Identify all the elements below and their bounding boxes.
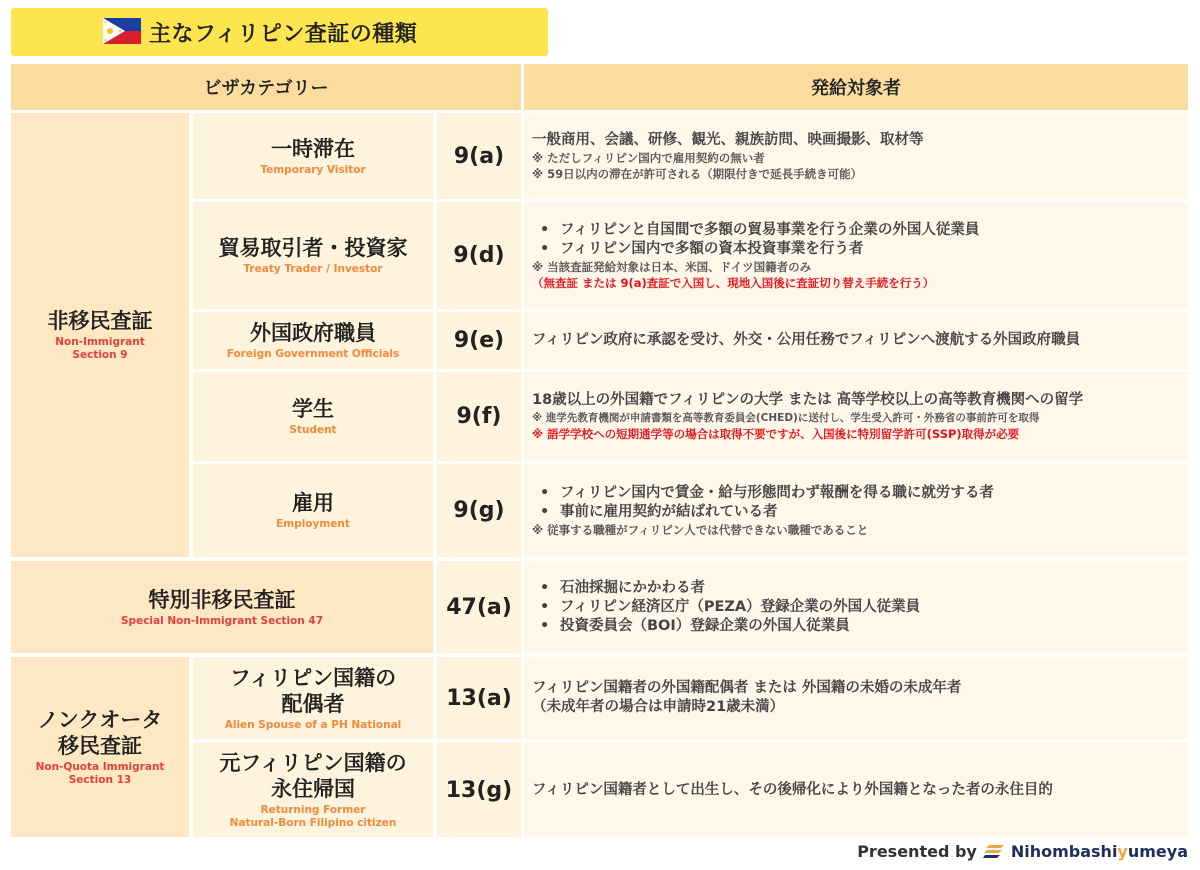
brand-logo-icon <box>983 844 1005 860</box>
desc-9f-main: 18歳以上の外国籍でフィリピンの大学 または 高等学校以上の高等教育機関への留学 <box>532 392 1084 408</box>
group-non-quota-ja1: ノンクオータ <box>37 708 163 732</box>
category-9f-en: Student <box>289 424 337 436</box>
category-9e <box>193 312 433 369</box>
category-13g <box>193 743 433 837</box>
header-eligible <box>524 64 1188 110</box>
group-non-quota-en2: Section 13 <box>68 774 132 786</box>
code-9a-label: 9(a) <box>453 143 505 169</box>
brand-n: N <box>1010 842 1025 861</box>
code-9e <box>437 312 521 369</box>
category-9e-en: Foreign Government Officials <box>226 348 400 360</box>
desc-47a-bullet-2: • フィリピン経済区庁（PEZA）登録企業の外国人従業員 <box>532 598 1182 617</box>
code-13a-label: 13(a) <box>446 685 512 711</box>
desc-13g <box>524 743 1188 837</box>
group-non-immigrant <box>11 113 189 557</box>
title-banner <box>11 8 548 56</box>
code-47a <box>437 561 521 653</box>
desc-9f-note-red: ※ 語学学校への短期通学等の場合は取得不要ですが、入国後に特別留学許可(SSP)取得が必要 <box>532 427 1020 441</box>
code-9e-label: 9(e) <box>453 328 505 353</box>
desc-47a <box>524 561 1188 653</box>
group-non-immigrant-en2: Section 9 <box>72 349 128 361</box>
desc-9e <box>524 312 1188 369</box>
desc-13a-main: フィリピン国籍者の外国籍配偶者 または 外国籍の未婚の未成年者 <box>532 680 962 696</box>
category-13a-ja2: 配偶者 <box>281 691 345 716</box>
category-9a-ja: 一時滞在 <box>271 136 355 161</box>
category-9d-ja: 貿易取引者・投資家 <box>218 236 408 260</box>
category-9g-ja: 雇用 <box>292 491 334 515</box>
group-special-ja: 特別非移民査証 <box>148 587 296 612</box>
desc-9a-main: 一般商用、会議、研修、観光、親族訪問、映画撮影、取材等 <box>532 131 924 148</box>
code-13g <box>437 743 521 837</box>
group-non-quota-en1: Non-Quota Immigrant <box>35 761 165 773</box>
presented-by-label: Presented by <box>857 842 977 861</box>
group-non-immigrant-en1: Non-Immigrant <box>55 336 145 348</box>
desc-13a-sub: （未成年者の場合は申請時21歳未満） <box>532 699 785 715</box>
category-13g-ja1: 元フィリピン国籍の <box>219 751 407 775</box>
desc-9a-note2: ※ 59日以内の滞在が許可される（期限付きで延長手続き可能） <box>532 166 863 181</box>
category-9a <box>193 113 433 199</box>
desc-13a <box>524 657 1188 739</box>
code-9g <box>437 464 521 557</box>
header-category <box>11 64 521 110</box>
category-13g-en1: Returning Former <box>260 804 366 816</box>
desc-13g-main: フィリピン国籍者として出生し、その後帰化により外国籍となった者の永住目的 <box>532 781 1053 798</box>
category-13g-en2: Natural-Born Filipino citizen <box>229 817 397 829</box>
category-13a-ja1: フィリピン国籍の <box>229 665 397 690</box>
group-non-quota-immigrant <box>11 657 189 837</box>
category-9g-en: Employment <box>276 518 350 530</box>
code-9f <box>437 372 521 461</box>
brand-end: umeya <box>1127 842 1188 861</box>
code-9d-label: 9(d) <box>453 243 505 268</box>
group-non-immigrant-ja: 非移民査証 <box>47 309 153 333</box>
desc-9g-note: ※ 従事する職種がフィリピン人では代替できない職種であること <box>532 522 869 537</box>
header-eligible-label: 発給対象者 <box>811 78 901 99</box>
code-9g-label: 9(g) <box>453 498 505 523</box>
group-non-quota-ja2: 移民査証 <box>58 734 142 758</box>
header-category-label: ビザカテゴリー <box>203 78 329 99</box>
brand-mid: ihombashi <box>1024 842 1118 861</box>
category-9f-ja: 学生 <box>292 397 334 421</box>
desc-9e-main: フィリピン政府に承認を受け、外交・公用任務でフィリピンへ渡航する外国政府職員 <box>532 332 1081 348</box>
desc-9d-note: ※ 当該査証発給対象は日本、米国、ドイツ国籍者のみ <box>532 259 812 274</box>
code-13a <box>437 657 521 739</box>
category-13a-en: Alien Spouse of a PH National <box>224 718 402 731</box>
desc-47a-bullet-1: • 石油採掘にかかわる者 <box>532 579 1182 598</box>
code-9d <box>437 202 521 309</box>
category-9d <box>193 202 433 309</box>
category-9e-ja: 外国政府職員 <box>250 321 376 345</box>
desc-9d-bullet-2: • フィリピン国内で多額の資本投資事業を行う者 <box>532 240 1182 259</box>
category-9d-en: Treaty Trader / Investor <box>243 263 383 275</box>
group-special-en: Special Non-Immigrant Section 47 <box>121 614 323 627</box>
desc-9a <box>524 113 1188 199</box>
desc-9a-note1: ※ ただしフィリピン国内で雇用契約の無い者 <box>532 150 765 165</box>
code-13g-label: 13(g) <box>445 777 513 803</box>
desc-9f <box>524 372 1188 461</box>
desc-9f-note: ※ 進学先教育機関が申請書類を高等教育委員会(CHED)に送付し、学生受入許可・外務省の事前許可を取得 <box>532 412 1040 424</box>
brand-y: y <box>1117 842 1128 861</box>
desc-9g-bullet-1: • フィリピン国内で賃金・給与形態問わず報酬を得る職に就労する者 <box>532 484 1182 503</box>
philippines-flag-icon <box>103 18 141 44</box>
code-47a-label: 47(a) <box>446 594 512 620</box>
category-13a <box>193 657 433 739</box>
brand-name <box>1011 842 1188 861</box>
category-9g <box>193 464 433 557</box>
desc-9d-note-red: （無査証 または 9(a)査証で入国し、現地入国後に査証切り替え手続を行う） <box>532 275 935 290</box>
category-9a-en: Temporary Visitor <box>260 163 366 176</box>
footer-credit <box>857 842 1188 861</box>
group-special-non-immigrant <box>11 561 433 653</box>
code-9a <box>437 113 521 199</box>
desc-9g-bullet-2: • 事前に雇用契約が結ばれている者 <box>532 503 1182 522</box>
category-13g-ja2: 永住帰国 <box>271 777 355 801</box>
desc-9d <box>524 202 1188 309</box>
code-9f-label: 9(f) <box>456 404 502 429</box>
desc-9g <box>524 464 1188 557</box>
desc-9d-bullet-1: • フィリピンと自国間で多額の貿易事業を行う企業の外国人従業員 <box>532 221 1182 240</box>
desc-47a-bullet-3: • 投資委員会（BOI）登録企業の外国人従業員 <box>532 617 1182 636</box>
category-9f <box>193 372 433 461</box>
page-title: 主なフィリピン査証の種類 <box>149 21 418 47</box>
